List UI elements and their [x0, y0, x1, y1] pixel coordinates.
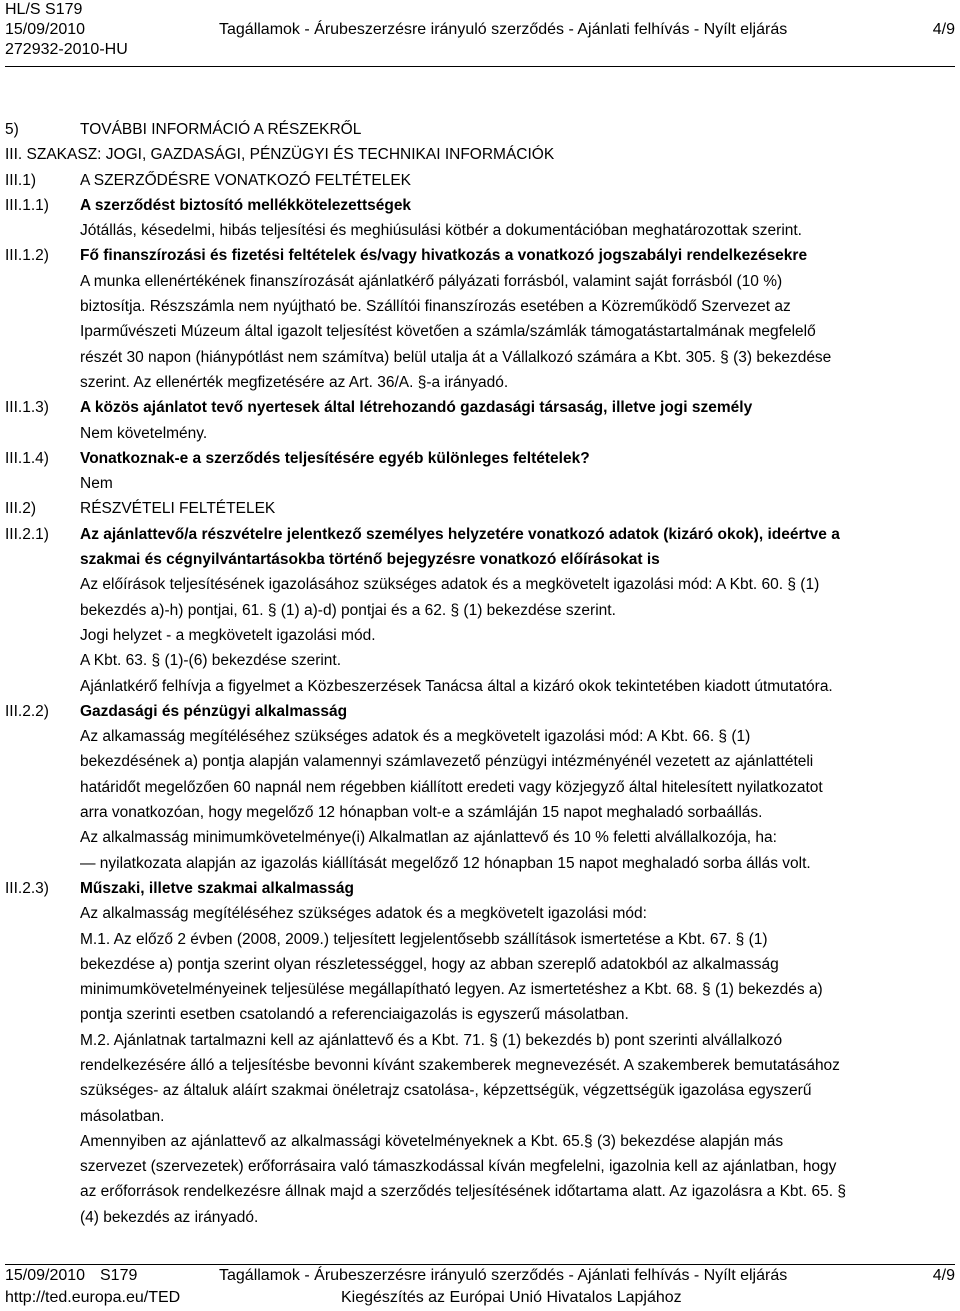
text-line — [5, 775, 955, 800]
body-text: az erőforrások rendelkezésre állnak majd a szerződés teljesítésének időtartama alatt. Az igazolásra a Kbt. 65. § — [80, 1183, 846, 1201]
section-heading: Az ajánlattevő/a részvételre jelentkező személyes helyzetére vonatkozó adatok (kizáró okok), ideértve a — [80, 525, 840, 543]
section-number: III.1.2) — [5, 247, 49, 265]
header-title: Tagállamok - Árubeszerzésre irányuló szerződés - Ajánlati felhívás - Nyílt eljárás — [219, 21, 788, 38]
text-line — [5, 496, 955, 521]
text-line — [5, 471, 955, 496]
section-number: III.2.1) — [5, 525, 49, 543]
text-line — [5, 547, 955, 572]
text-line — [5, 724, 955, 749]
text-line — [5, 269, 955, 294]
text-line — [5, 522, 955, 547]
text-line — [5, 117, 955, 142]
text-line — [5, 1129, 955, 1154]
body-text: Az alkalmasság minimumkövetelménye(i) Alkalmatlan az ajánlattevő és 10 % feletti alvállalkozója, ha: — [80, 829, 777, 847]
document-body — [5, 117, 955, 1230]
doc-ref: HL/S S179 — [5, 1, 83, 18]
section-number: 5) — [5, 121, 19, 138]
body-text: minimumkövetelményeinek teljesülése megállapítható legyen. Az ismertetéshez a Kbt. 68. § (1) bekezdés a) — [80, 981, 823, 999]
body-text: A Kbt. 63. § (1)-(6) bekezdése szerint. — [80, 652, 342, 670]
text-line — [5, 243, 955, 268]
body-text: Jótállás, késedelmi, hibás teljesítési és meghiúsulási kötbér a dokumentációban meghatározottak szerint. — [80, 222, 802, 240]
text-line — [5, 674, 955, 699]
body-text: M.2. Ajánlatnak tartalmazni kell az ajánlattevő és a Kbt. 71. § (1) bekezdés b) pont szerinti alvállalkozó — [80, 1031, 783, 1049]
body-text: bekezdése a) pontja szerint olyan részletességgel, hogy az abban szereplő adatokból az alkalmasság — [80, 955, 779, 973]
footer-series: S179 — [100, 1267, 138, 1284]
text-line — [5, 446, 955, 471]
section-number: III.1.4) — [5, 449, 49, 467]
body-text: szervezet (szervezetek) erőforrásaira való támaszkodással kíván megfelelni, igazolnia kell az ajánlatban, hogy — [80, 1158, 837, 1176]
text-line — [5, 1205, 955, 1230]
body-text: rendelkezésére álló a teljesítésbe bevonni kívánt szakemberek megnevezését. A szakemberek bemutatásához — [80, 1056, 840, 1074]
section-heading: Műszaki, illetve szakmai alkalmasság — [80, 879, 354, 897]
text-line — [5, 901, 955, 926]
footer-date: 15/09/2010 — [5, 1267, 86, 1284]
body-text: Amennyiben az ajánlattevő az alkalmassági követelményeknek a Kbt. 65.§ (3) bekezdése alapján más — [80, 1132, 784, 1150]
text-line — [5, 1053, 955, 1078]
page-header — [5, 0, 955, 60]
section-heading: Gazdasági és pénzügyi alkalmasság — [80, 702, 348, 720]
section-heading: A szerződést biztosító mellékkötelezettségek — [80, 196, 412, 214]
section-number: III.1) — [5, 171, 37, 189]
body-text: Az alkalmasság megítéléséhez szükséges adatok és a megkövetelt igazolási mód: — [80, 905, 647, 923]
text-line — [5, 1078, 955, 1103]
page-footer — [5, 1266, 955, 1310]
footer-title: Tagállamok - Árubeszerzésre irányuló szerződés - Ajánlati felhívás - Nyílt eljárás — [219, 1267, 788, 1284]
header-divider — [5, 66, 955, 67]
section-heading: Vonatkoznak-e a szerződés teljesítésére egyéb különleges feltételek? — [80, 449, 590, 467]
text-line — [5, 699, 955, 724]
body-text: szükséges- az általuk aláírt szakmai önéletrajz csatolása-, képzettségük, végzettségük igazolása egyszerű — [80, 1082, 812, 1100]
body-text: Jogi helyzet - a megkövetelt igazolási mód. — [80, 626, 376, 644]
section-number: III.2) — [5, 500, 37, 518]
text-line — [5, 395, 955, 420]
text-line — [5, 193, 955, 218]
body-text: bekezdés a)-h) pontjai, 61. § (1) a)-d) pontjai és a 62. § (1) bekezdése szerint. — [80, 601, 616, 619]
body-text: — nyilatkozata alapján az igazolás kiállítását megelőző 12 hónapban 15 napot meghaladó sorba állás volt. — [80, 854, 811, 872]
section-number: III.1.1) — [5, 196, 49, 214]
section-heading: Fő finanszírozási és fizetési feltételek és/vagy hivatkozás a vonatkozó jogszabályi rendelkezésekre — [80, 247, 808, 265]
section-number: III. SZAKASZ: JOGI, GAZDASÁGI, PÉNZÜGYI ÉS TECHNIKAI INFORMÁCIÓK — [5, 146, 555, 164]
text-line — [5, 648, 955, 673]
body-text: szerint. Az ellenérték megfizetésére az Art. 36/A. §-a irányadó. — [80, 373, 509, 391]
body-text: Nem — [80, 475, 113, 493]
text-line — [5, 598, 955, 623]
text-line — [5, 1179, 955, 1204]
text-line — [5, 623, 955, 648]
text-line — [5, 952, 955, 977]
text-line — [5, 218, 955, 243]
section-heading: szakmai és cégnyilvántartásokba történő bejegyzésre vonatkozó előírásokat is — [80, 551, 660, 569]
text-line — [5, 927, 955, 952]
body-text: Nem követelmény. — [80, 424, 208, 442]
text-line — [5, 800, 955, 825]
body-text: M.1. Az előző 2 évben (2008, 2009.) teljesített legjelentősebb szállítások ismertetése a Kbt. 67. § (1) — [80, 930, 768, 948]
body-text: A SZERZŐDÉSRE VONATKOZÓ FELTÉTELEK — [80, 171, 412, 189]
footer-page-number: 4/9 — [932, 1267, 955, 1284]
body-text: pontja szerinti esetben csatolandó a referenciaigazolás is egyszerű másolatban. — [80, 1006, 629, 1024]
text-line — [5, 851, 955, 876]
body-text: bekezdésének a) pontja alapján valamennyi számlavezető pénzügyi intézményénél vezetett az ajánlattételi — [80, 753, 814, 771]
text-line — [5, 345, 955, 370]
text-line — [5, 1028, 955, 1053]
section-number: III.2.2) — [5, 702, 49, 720]
section-heading: A közös ajánlatot tevő nyertesek által létrehozandó gazdasági társaság, illetve jogi személy — [80, 399, 753, 417]
header-date: 15/09/2010 — [5, 21, 86, 38]
text-line — [5, 1154, 955, 1179]
footer-publisher: Kiegészítés az Európai Unió Hivatalos Lapjához — [341, 1289, 682, 1306]
body-text: RÉSZVÉTELI FELTÉTELEK — [80, 500, 276, 518]
body-text: arra vonatkozóan, hogy megelőző 12 hónapban volt-e a számláján 15 napot meghaladó sorbaállás. — [80, 804, 763, 822]
body-text: Az előírások teljesítésének igazolásához szükséges adatok és a megkövetelt igazolási mód: A Kbt. 60. § (1) — [80, 576, 820, 594]
text-line — [5, 977, 955, 1002]
body-text: részét 30 napon (hiánypótlást nem számítva) belül utalja át a Vállalkozó számára a Kbt. 305. § (3) bekezdése — [80, 348, 832, 366]
section-number: III.2.3) — [5, 879, 49, 897]
body-text: Az alkamasság megítéléséhez szükséges adatok és a megkövetelt igazolási mód: A Kbt. 66. § (1) — [80, 728, 751, 746]
text-line — [5, 825, 955, 850]
body-text: (4) bekezdés az irányadó. — [80, 1208, 259, 1226]
notice-id: 272932-2010-HU — [5, 41, 128, 58]
text-line — [5, 876, 955, 901]
text-line — [5, 294, 955, 319]
text-line — [5, 572, 955, 597]
body-text: másolatban. — [80, 1107, 165, 1125]
text-line — [5, 1002, 955, 1027]
text-line — [5, 1104, 955, 1129]
text-line — [5, 319, 955, 344]
body-text: Iparművészeti Múzeum által igazolt teljesítést követően a számla/számlák támogatástartalmának megfelelő — [80, 323, 816, 341]
footer-url[interactable]: http://ted.europa.eu/TED — [5, 1289, 181, 1306]
body-text: biztosítja. Részszámla nem nyújtható be. Szállítói finanszírozás esetében a Közreműködő Szervezet az — [80, 298, 791, 316]
section-number: III.1.3) — [5, 399, 49, 417]
body-text: A munka ellenértékének finanszírozását ajánlatkérő pályázati forrásból, valamint saját forrásból (10 %) — [80, 272, 783, 290]
text-line — [5, 421, 955, 446]
body-text: határidőt megelőzően 60 napnál nem régebben kiállított eredeti vagy közjegyző által hitelesített nyilatkozatot — [80, 778, 823, 796]
body-text: Ajánlatkérő felhívja a figyelmet a Közbeszerzések Tanácsa által a kizáró okok tekintetében kiadott útmutatóra. — [80, 677, 833, 695]
body-text: TOVÁBBI INFORMÁCIÓ A RÉSZEKRŐL — [80, 121, 362, 138]
footer-divider — [5, 1264, 955, 1265]
header-page-number: 4/9 — [932, 21, 955, 38]
text-line — [5, 749, 955, 774]
text-line — [5, 142, 955, 167]
text-line — [5, 168, 955, 193]
text-line — [5, 370, 955, 395]
